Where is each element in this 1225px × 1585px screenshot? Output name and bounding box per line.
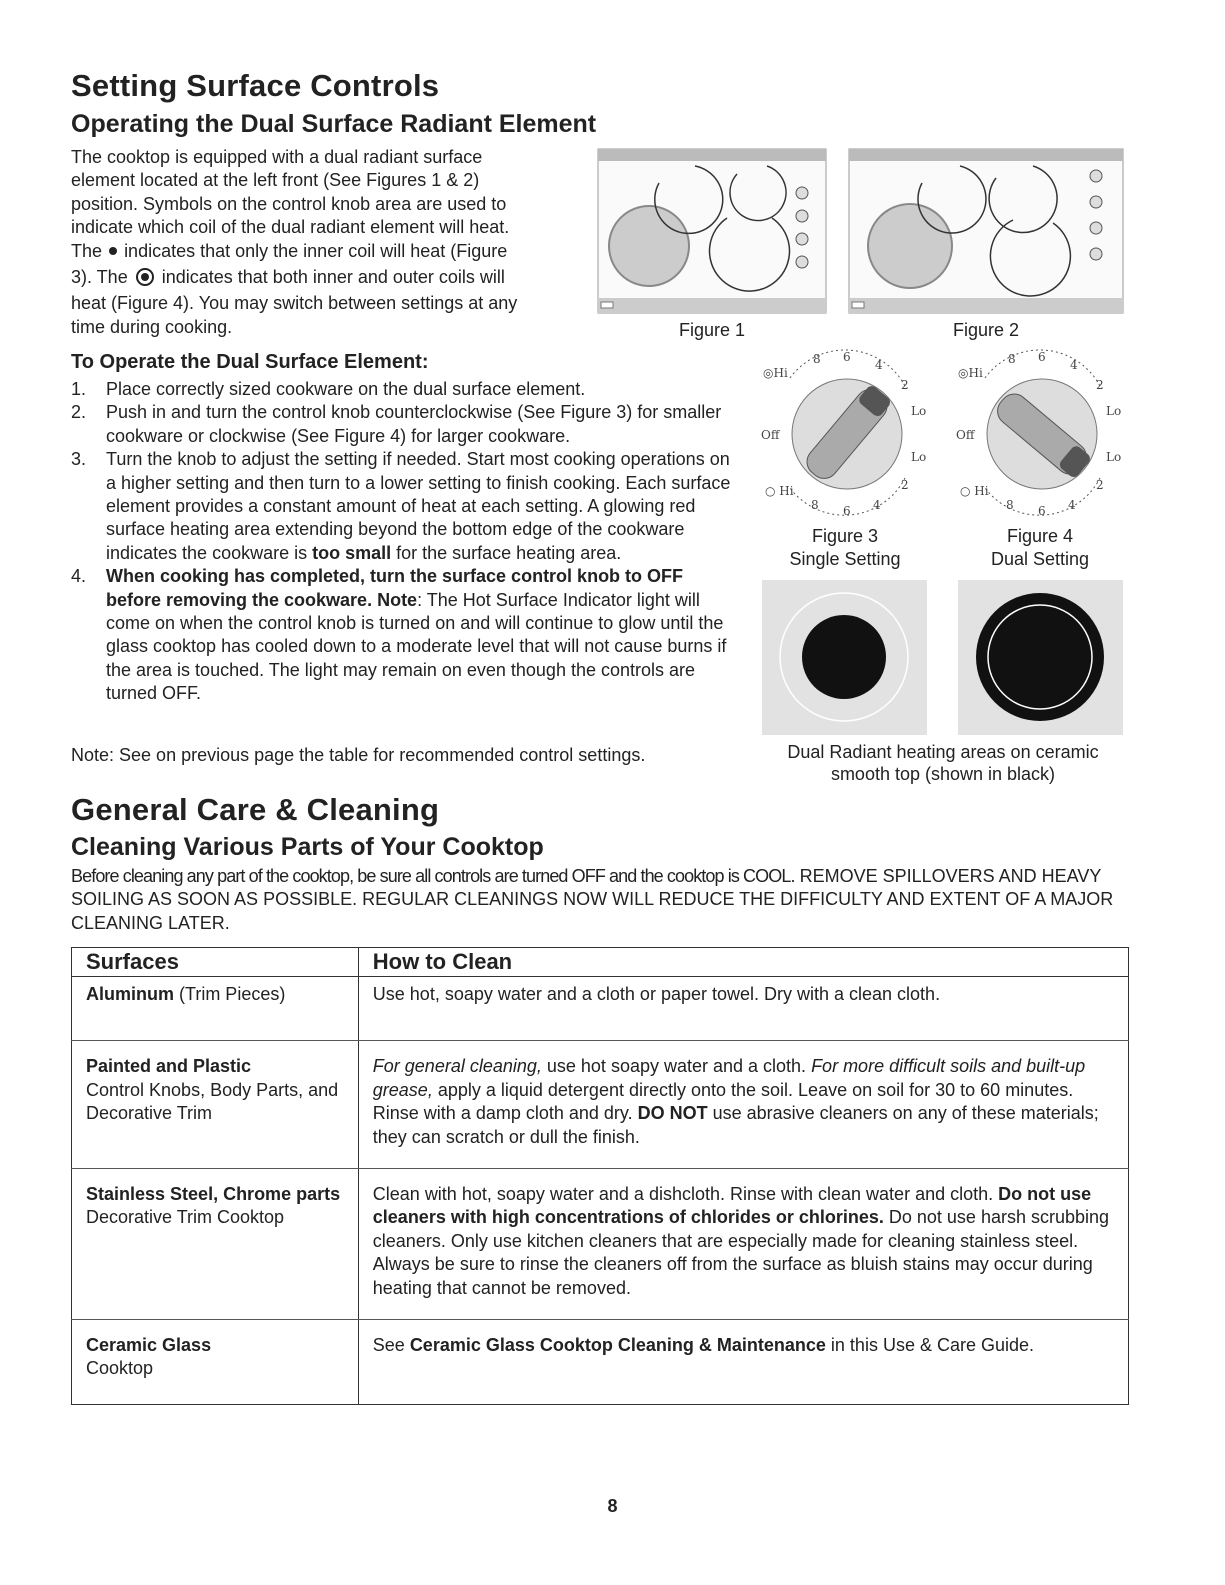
page-number: 8: [607, 1496, 618, 1516]
operate-heading: To Operate the Dual Surface Element:: [71, 351, 429, 373]
figure-1-caption: Figure 1: [678, 320, 746, 340]
operate-steps-list: [71, 378, 736, 706]
column-header-surfaces: Surfaces: [72, 948, 359, 977]
list-item: 2. Push in and turn the control knob counterclockwise (See Figure 3) for smaller cookware or clockwise (See Figure 4) for larger cookware.: [71, 402, 722, 446]
care-heading: General Care & Cleaning: [71, 792, 440, 827]
table-header-row: [72, 948, 1129, 977]
list-item: 4. When cooking has completed, turn the surface control knob to OFF before removing the cookware. Note: The Hot Surface Indicator light will come on when the control knob is turned on and will continue to glow until the glass cooktop has cooled down to a moderate level that will not cause burns if the area is touched. The light may remain on even though the controls are turned OFF.: [71, 566, 727, 704]
inner-coil-symbol-icon: [109, 247, 117, 255]
care-subheading: Cleaning Various Parts of Your Cooktop: [71, 833, 544, 861]
settings-note: Note: See on previous page the table for recommended control settings.: [71, 745, 646, 765]
knob-illustration-figure-4: ◎Hi 8 6 4 2 Lo Off Lo 2 ○ Hi 8 6 4: [956, 350, 1122, 518]
cooktop-illustration-figure-1: [597, 148, 827, 314]
section-subheading: Operating the Dual Surface Radiant Element: [71, 110, 597, 138]
figure-3-caption: Figure 3 Single Setting: [789, 526, 901, 569]
cleaning-table: [71, 947, 1129, 1405]
figure-4-caption: Figure 4 Dual Setting: [990, 526, 1090, 569]
list-item: 3. Turn the knob to adjust the setting if needed. Start most cooking operations on a higher setting and then turn to a lower setting to finish cooking. Each surface element provides a constant amount of heat at each setting. A glowing red surface heating area extending beyond the bottom edge of the cookware indicates the cookware is too small for the surface heating area.: [71, 449, 731, 563]
cooktop-illustration-figure-2: [848, 148, 1124, 314]
dual-heating-area-photo: [958, 580, 1123, 735]
dual-coil-symbol-icon: [136, 268, 154, 286]
table-row: Ceramic Glass Cooktop See Ceramic Glass Cooktop Cleaning & Maintenance in this Use & Care Guide.: [72, 1320, 1129, 1405]
list-item: 1. Place correctly sized cookware on the dual surface element.: [71, 379, 586, 399]
column-header-how-to-clean: How to Clean: [358, 948, 1128, 977]
table-row: Aluminum (Trim Pieces) Use hot, soapy water and a cloth or paper towel. Dry with a clean cloth.: [72, 977, 1129, 1041]
intro-paragraph: The cooktop is equipped with a dual radiant surface element located at the left front (See Figures 1 & 2) position. Symbols on the control knob area are used to indicate which coil of the dual radiant element will heat. The indicates that only the inner coil will heat (Figure 3). The indicates that both inner and outer coils will heat (Figure 4). You may switch between settings at any time during cooking.: [71, 147, 518, 337]
page-title: Setting Surface Controls: [71, 68, 440, 103]
single-heating-area-photo: [762, 580, 927, 735]
table-row: Painted and Plastic Control Knobs, Body Parts, and Decorative Trim For general cleaning, use hot soapy water and a cloth. For more difficult soils and built-up grease, apply a liquid detergent directly onto the soil. Leave on soil for 30 to 60 minutes. Rinse with a damp cloth and dry. DO NOT use abrasive cleaners on any of these materials; they can scratch or dull the finish.: [72, 1041, 1129, 1169]
heating-areas-caption: Dual Radiant heating areas on ceramic smooth top (shown in black): [787, 742, 1099, 784]
figure-2-caption: Figure 2: [952, 320, 1020, 340]
care-intro: Before cleaning any part of the cooktop, be sure all controls are turned OFF and the cooktop is COOL. REMOVE SPILLOVERS AND HEAVY SOILING AS SOON AS POSSIBLE. REGULAR CLEANINGS NOW WILL REDUCE THE DIFFICULTY AND EXTENT OF A MAJOR CLEANING LATER.: [71, 866, 1114, 933]
table-row: Stainless Steel, Chrome parts Decorative Trim Cooktop Clean with hot, soapy water and a dishcloth. Rinse with clean water and cloth. Do not use cleaners with high concentrations of chlorides or chlorines. Do not use harsh scrubbing cleaners. Only use kitchen cleaners that are especially made for cleaning stainless steel. Always be sure to rinse the cleaners off from the surface as bluish stains may occur during heating that cannot be removed.: [72, 1169, 1129, 1320]
knob-illustration-figure-3: ◎Hi 8 6 4 2 Lo Off Lo 2 ○ Hi 8 6 4: [761, 350, 927, 518]
